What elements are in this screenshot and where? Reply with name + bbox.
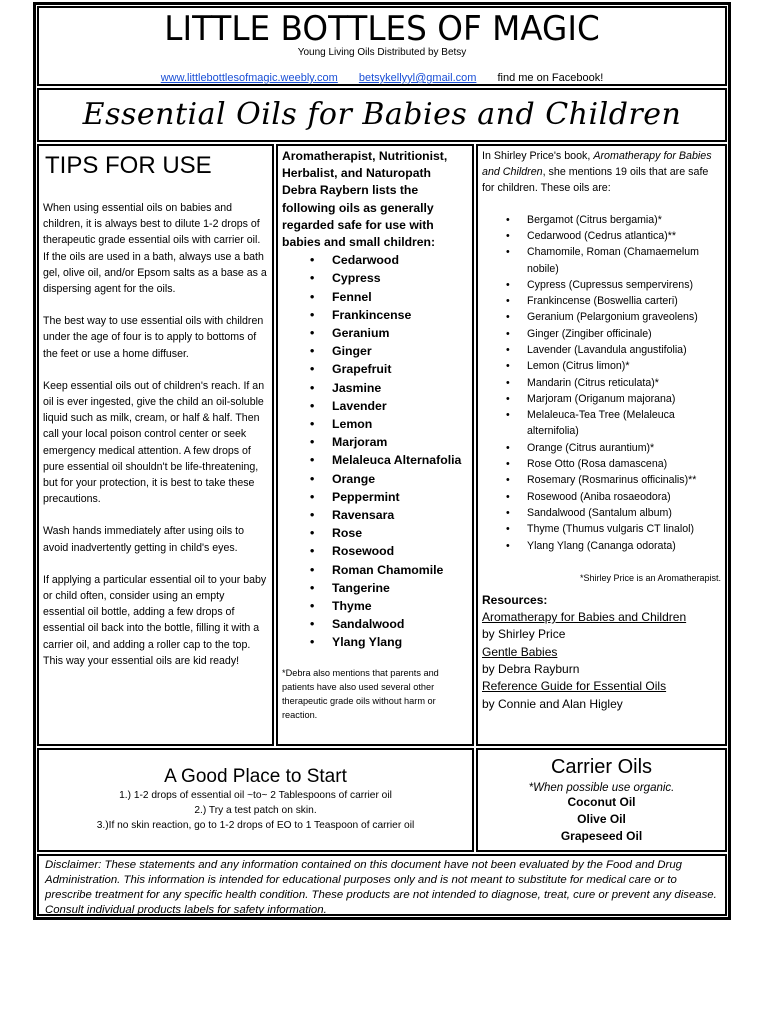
list-item: • Frankincense (310, 306, 468, 324)
list-item: • Grapefruit (310, 360, 468, 378)
list-item: • Bergamot (Citrus bergamia)* (502, 212, 721, 228)
list-item: • Roman Chamomile (310, 561, 468, 579)
carrier-box (476, 748, 727, 852)
list-item: • Lavender (310, 397, 468, 415)
list-item: • Ginger (Zingiber officinale) (502, 326, 721, 342)
list-item: • Melaleuca-Tea Tree (Melaleuca alternifolia) (502, 407, 721, 440)
resource-title: Gentle Babies (482, 644, 558, 659)
list-item: • Chamomile, Roman (Chamaemelum nobile) (502, 244, 721, 277)
start-step: 2.) Try a test patch on skin. (194, 805, 317, 816)
facebook-text: find me on Facebook! (497, 72, 604, 84)
start-box (37, 748, 474, 852)
list-item: • Ginger (310, 342, 468, 360)
start-step: 3.)If no skin reaction, go to 1-2 drops of EO to 1 Teaspoon of carrier oil (96, 820, 415, 831)
title-band (37, 88, 727, 142)
tip-paragraph: When using essential oils on babies and children, it is always best to dilute 1-2 drops of therapeutic grade essential oils with carrier oil. If the oils are used in a bath, always use a bath gel, olive oil, and/or Epsom salts as a base as a dispersing agent for the oils. (43, 202, 267, 296)
list-item: • Tangerine (310, 579, 468, 597)
tip-paragraph: The best way to use essential oils with children under the age of four is to apply to bottoms of the feet or use a home diffuser. (43, 315, 264, 360)
carrier-heading: Carrier Oils (550, 756, 653, 778)
raybern-note: *Debra also mentions that parents and patients have also used several other therapeutic grade oils without harm or reaction. (282, 667, 439, 721)
tagline: Young Living Oils Distributed by Betsy (297, 47, 467, 58)
list-item: • Melaleuca Alternafolia (310, 451, 468, 469)
tip-paragraph: Wash hands immediately after using oils to avoid inadvertently getting in child's eyes. (43, 525, 244, 554)
price-intro (482, 148, 721, 197)
list-item: • Mandarin (Citrus reticulata)* (502, 375, 721, 391)
price-intro-end: , she mentions 19 oils that are safe for children. These oils are: (482, 166, 709, 195)
start-step: 1.) 1-2 drops of essential oil ~to~ 2 Tablespoons of carrier oil (119, 790, 392, 801)
tips-column (37, 144, 274, 746)
list-item: • Rosewood (310, 542, 468, 560)
carrier-oil: Grapeseed Oil (560, 829, 643, 843)
price-column (476, 144, 727, 746)
list-item: • Rose Otto (Rosa damascena) (502, 456, 721, 472)
list-item: • Thyme (310, 597, 468, 615)
list-item: • Sandalwood (Santalum album) (502, 505, 721, 521)
list-item: • Peppermint (310, 488, 468, 506)
contact-line (39, 72, 725, 84)
list-item: • Rosemary (Rosmarinus officinalis)** (502, 472, 721, 488)
price-oil-list (502, 212, 721, 554)
brand-title: LITTLE BOTTLES OF MAGIC (164, 9, 600, 49)
resource-author: by Shirley Price (482, 627, 566, 642)
list-item: • Rose (310, 524, 468, 542)
resources (482, 592, 721, 713)
list-item: • Geranium (Pelargonium graveolens) (502, 309, 721, 325)
start-heading: A Good Place to Start (164, 766, 347, 787)
list-item: • Cypress (310, 269, 468, 287)
list-item: • Orange (310, 470, 468, 488)
raybern-column (276, 144, 474, 746)
list-item: • Geranium (310, 324, 468, 342)
tip-paragraph: If applying a particular essential oil to your baby or child often, consider using an empty essential oil bottle, adding a few drops of essential oil back into the bottle, filling it with a carrier oil, and adding a roller cap to the top. This way your essential oils are kid ready! (43, 573, 267, 667)
list-item: • Thyme (Thumus vulgaris CT linalol) (502, 521, 721, 537)
carrier-oil: Olive Oil (577, 812, 626, 826)
list-item: • Lemon (Citrus limon)* (502, 358, 721, 374)
price-intro-start: In Shirley Price's book, (482, 150, 594, 162)
website-link[interactable]: www.littlebottlesofmagic.weebly.com (160, 72, 338, 84)
list-item: • Marjoram (Origanum majorana) (502, 391, 721, 407)
list-item: • Fennel (310, 288, 468, 306)
list-item: • Cedarwood (310, 251, 468, 269)
resource-author: by Debra Rayburn (482, 662, 580, 677)
resources-heading: Resources: (482, 592, 548, 607)
resource-author: by Connie and Alan Higley (482, 696, 623, 711)
list-item: • Sandalwood (310, 615, 468, 633)
list-item: • Lemon (310, 415, 468, 433)
list-item: • Cedarwood (Cedrus atlantica)** (502, 228, 721, 244)
list-item: • Lavender (Lavandula angustifolia) (502, 342, 721, 358)
page-title: Essential Oils for Babies and Children (82, 97, 682, 132)
list-item: • Ylang Ylang (310, 633, 468, 651)
price-note: *Shirley Price is an Aromatherapist. (579, 572, 721, 583)
disclaimer: Disclaimer: These statements and any information contained on this document have not been evaluated by the Food and Drug Administration. This information is intended for educational purposes only and is not meant to substitute for medical care or to prescribe treatment for any specific health condition. These products are not intended to diagnose, treat, cure or prevent any disease. Consult individual products labels for safety information. (37, 854, 727, 916)
list-item: • Ylang Ylang (Cananga odorata) (502, 538, 721, 554)
resource-title: Reference Guide for Essential Oils (482, 679, 667, 694)
tip-paragraph: Keep essential oils out of children's reach. If an oil is ever ingested, give the child an oil-soluble liquid such as milk, cream, or half & half. Then call your local poison control center or seek emergency medical attention. A few drops of pure essential oil shouldn't be life-threatening, but for your protection, it is best to take these precautions. (43, 379, 265, 506)
list-item: • Ravensara (310, 506, 468, 524)
list-item: • Rosewood (Aniba rosaeodora) (502, 489, 721, 505)
list-item: • Orange (Citrus aurantium)* (502, 440, 721, 456)
raybern-intro: Aromatherapist, Nutritionist, Herbalist, and Naturopath Debra Raybern lists the following oils as generally regarded safe for use with babies and small children: (282, 149, 448, 250)
list-item: • Frankincense (Boswellia carteri) (502, 293, 721, 309)
carrier-oil: Coconut Oil (567, 795, 636, 809)
raybern-oil-list (310, 251, 468, 651)
list-item: • Cypress (Cupressus sempervirens) (502, 277, 721, 293)
carrier-subtitle: *When possible use organic. (528, 782, 675, 794)
tips-heading: TIPS FOR USE (45, 152, 212, 179)
list-item: • Marjoram (310, 433, 468, 451)
header (37, 6, 727, 86)
resource-title: Aromatherapy for Babies and Children (482, 610, 687, 625)
email-link[interactable]: betsykellyyl@gmail.com (358, 72, 477, 84)
list-item: • Jasmine (310, 379, 468, 397)
price-book-title: Aromatherapy for Babies and Children (482, 150, 712, 179)
